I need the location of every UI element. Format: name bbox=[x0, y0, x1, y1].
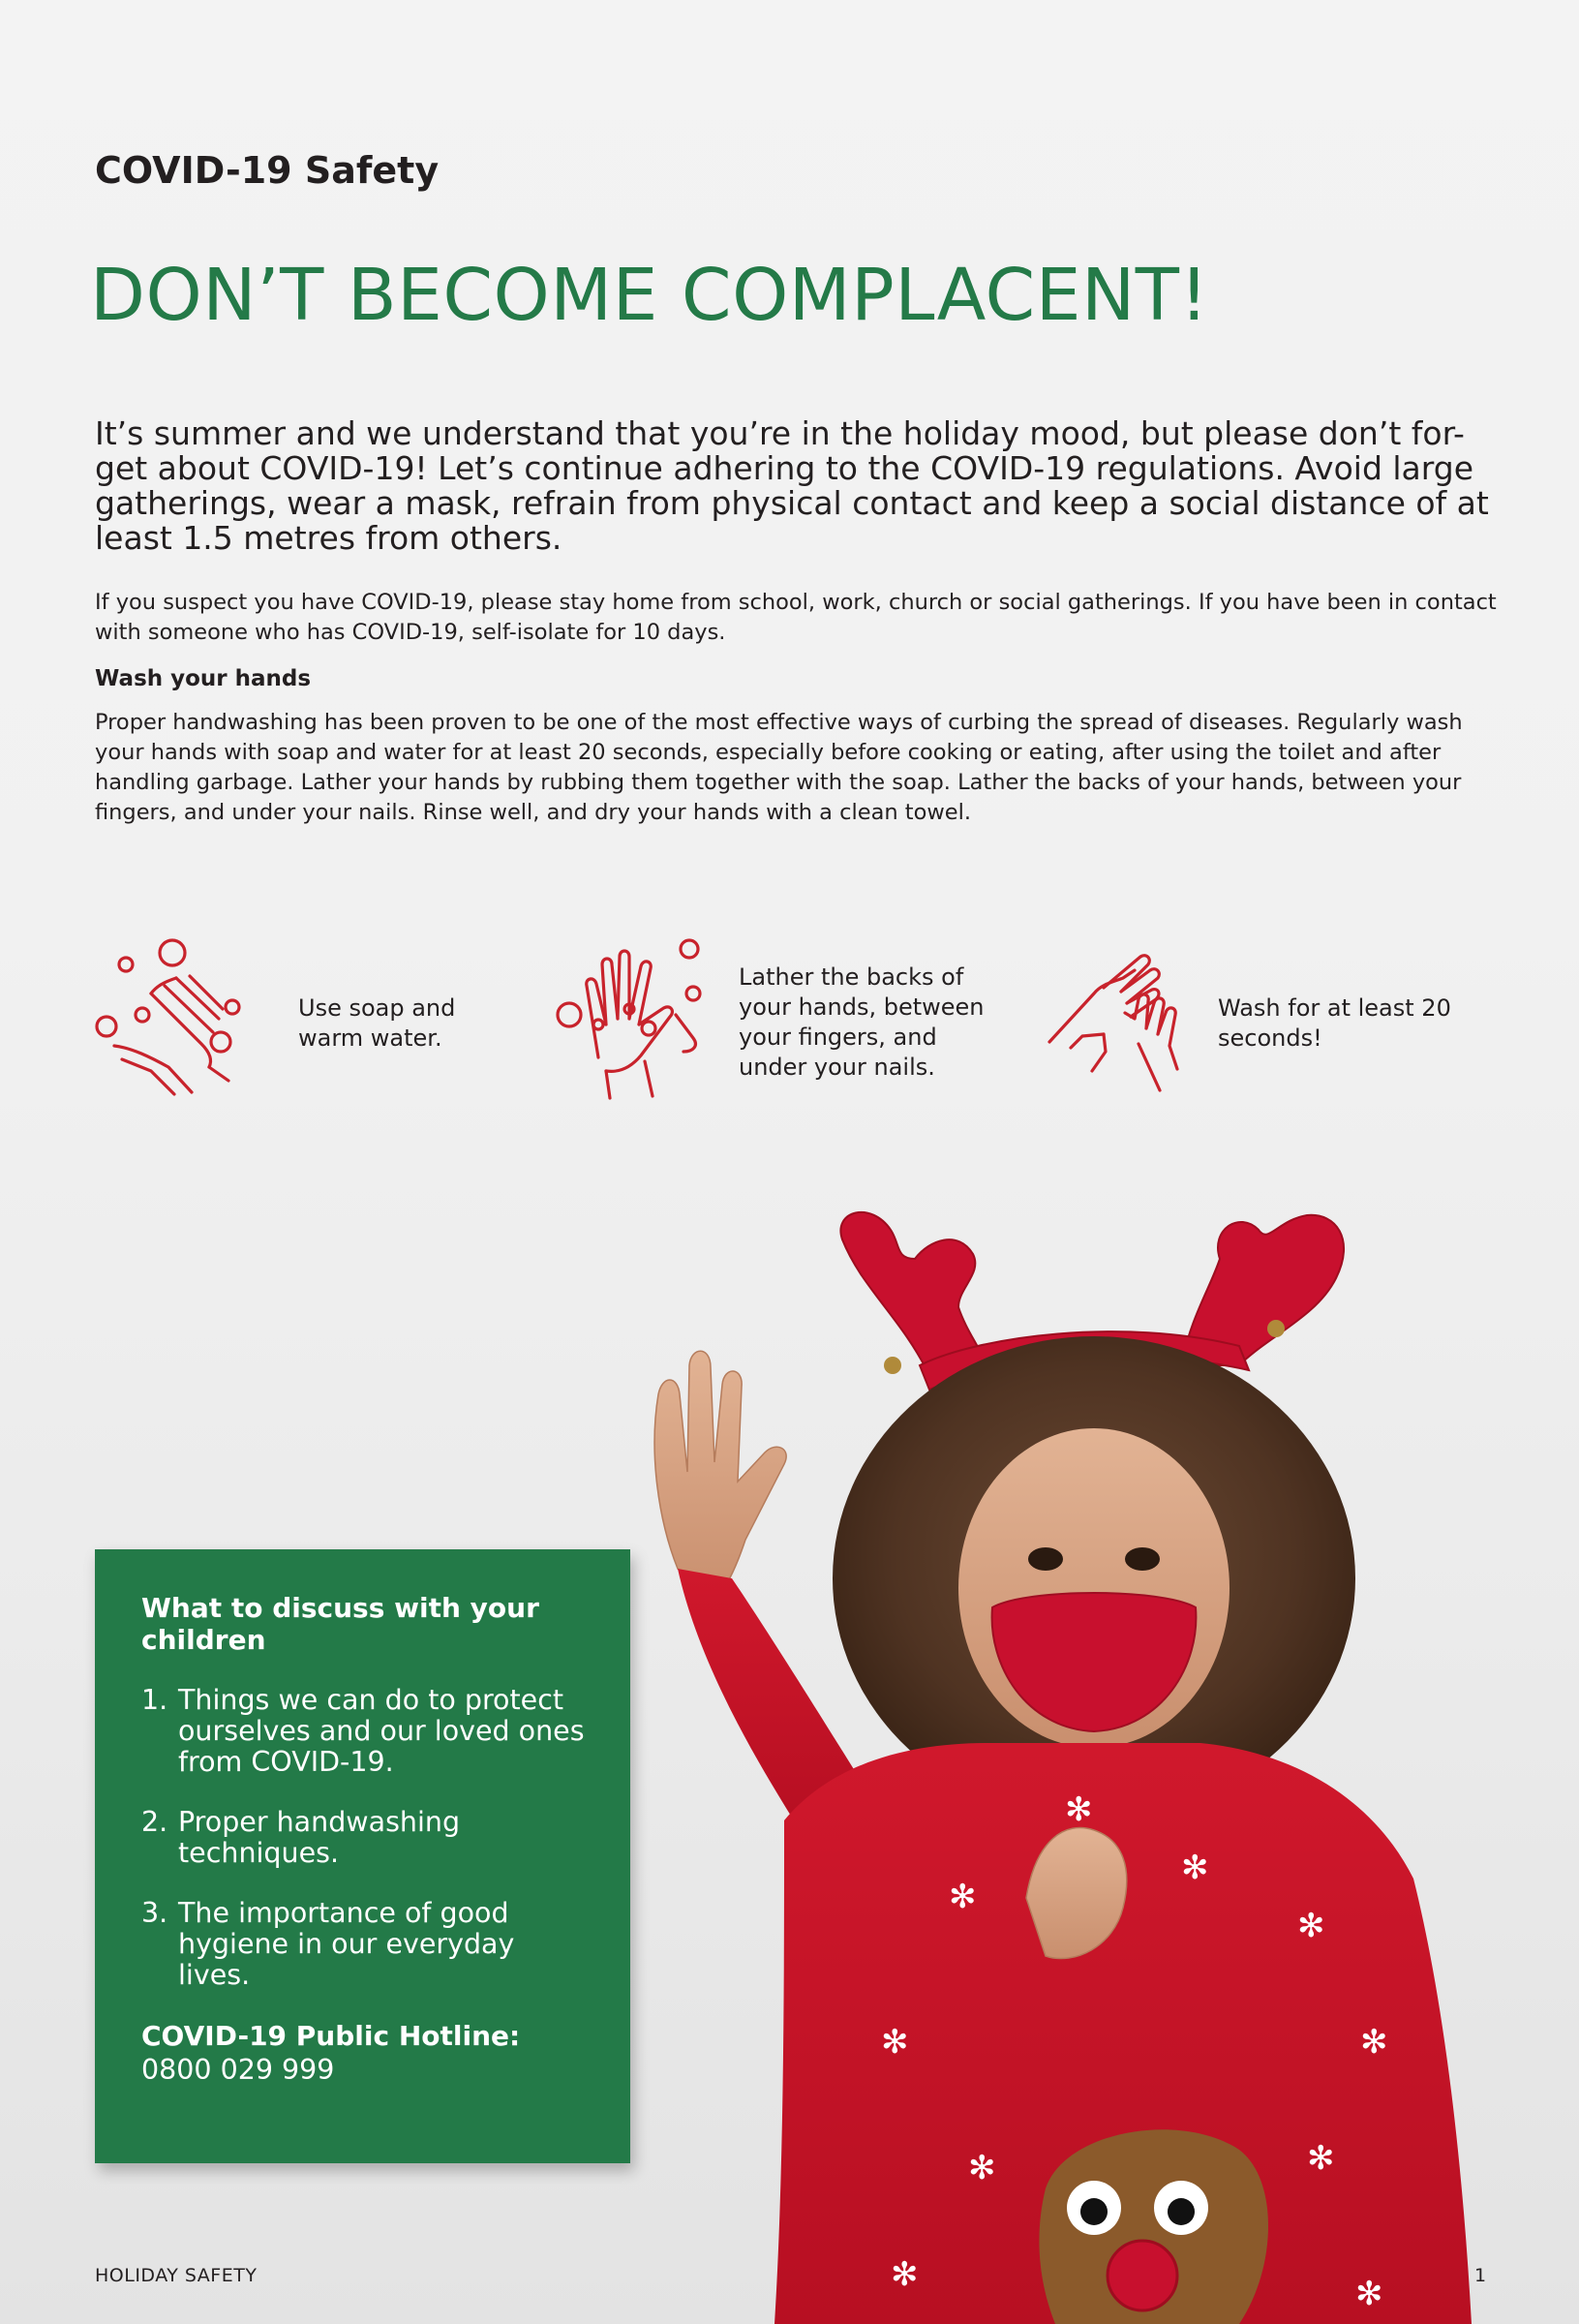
girl-with-reindeer-antlers-photo bbox=[639, 1201, 1579, 2324]
svg-text:✻: ✻ bbox=[881, 2023, 909, 2062]
svg-text:✻: ✻ bbox=[1307, 2139, 1335, 2178]
list-item-text: Things we can do to protect ourselves and our loved ones from COVID-19. bbox=[178, 1684, 585, 1778]
list-item bbox=[141, 1898, 601, 1991]
section-title: COVID-19 Safety bbox=[95, 149, 440, 192]
tip-duration-text: Wash for at least 20 seconds! bbox=[1218, 994, 1451, 1052]
headline: DON’T BECOME COMPLACENT! bbox=[90, 254, 1209, 337]
right-eye bbox=[1125, 1547, 1160, 1571]
footer-section-name: HOLIDAY SAFETY bbox=[95, 2265, 258, 2286]
page-number: 1 bbox=[1474, 2265, 1487, 2286]
list-item-text: Proper handwashing techniques. bbox=[178, 1806, 461, 1869]
list-item bbox=[141, 1685, 601, 1778]
svg-text:✻: ✻ bbox=[1297, 1907, 1325, 1945]
svg-text:✻: ✻ bbox=[1355, 2275, 1383, 2313]
svg-text:✻: ✻ bbox=[1360, 2023, 1388, 2062]
list-item-number: 1. bbox=[141, 1684, 168, 1716]
list-item-number: 2. bbox=[141, 1806, 168, 1838]
bell-left bbox=[884, 1357, 901, 1374]
list-item-number: 3. bbox=[141, 1897, 168, 1929]
list-item-text: The importance of good hygiene in our everyday lives. bbox=[178, 1897, 515, 1991]
reindeer-motif bbox=[1039, 2129, 1268, 2324]
discussion-list bbox=[141, 1685, 601, 1991]
left-eye bbox=[1028, 1547, 1063, 1571]
svg-text:✻: ✻ bbox=[1065, 1790, 1093, 1829]
discussion-title: What to discuss with your children bbox=[141, 1592, 539, 1656]
isolation-paragraph: If you suspect you have COVID-19, please stay home from school, work, church or social gatherings. If you have been in contact with someone who has COVID-19, self-isolate for 10 days. bbox=[95, 590, 1497, 645]
lather-hands-icon bbox=[548, 932, 722, 1101]
hotline-label: COVID-19 Public Hotline: bbox=[141, 2020, 521, 2052]
svg-text:✻: ✻ bbox=[1181, 1849, 1209, 1887]
tip-lather-text: Lather the backs of your hands, between your fingers, and under your nails. bbox=[739, 963, 985, 1081]
wash-hands-heading: Wash your hands bbox=[95, 666, 312, 691]
hotline-number: 0800 029 999 bbox=[141, 2054, 335, 2086]
tip-soap-text: Use soap and warm water. bbox=[298, 994, 456, 1052]
washing-hands-icon bbox=[1046, 945, 1200, 1100]
svg-text:✻: ✻ bbox=[949, 1878, 977, 1916]
list-item bbox=[141, 1807, 601, 1869]
svg-text:✻: ✻ bbox=[968, 2149, 996, 2187]
raised-hand bbox=[654, 1351, 786, 1598]
handwashing-paragraph: Proper handwashing has been proven to be one of the most effective ways of curbing the spread of diseases. Regularly wash your hands with soap and water for at least 20 seconds, especially before cooking or eating, after using the toilet and after handling garbage. Lather your hands by rubbing them together with the soap. Lather the backs of your hands, between your fingers, and under your nails. Rinse well, and dry your hands with a clean towel. bbox=[95, 710, 1463, 825]
discussion-box bbox=[95, 1549, 630, 2163]
soap-hands-icon bbox=[93, 932, 287, 1101]
bell-right bbox=[1267, 1320, 1285, 1337]
lead-paragraph: It’s summer and we understand that you’re in the holiday mood, but please don’t for-get about COVID-19! Let’s continue adhering to the COVID-19 regulations. Avoid large gatherings, wear a mask, refrain from physical contact and keep a social distance of at least 1.5 metres from others. bbox=[95, 414, 1489, 557]
svg-text:✻: ✻ bbox=[891, 2255, 919, 2294]
